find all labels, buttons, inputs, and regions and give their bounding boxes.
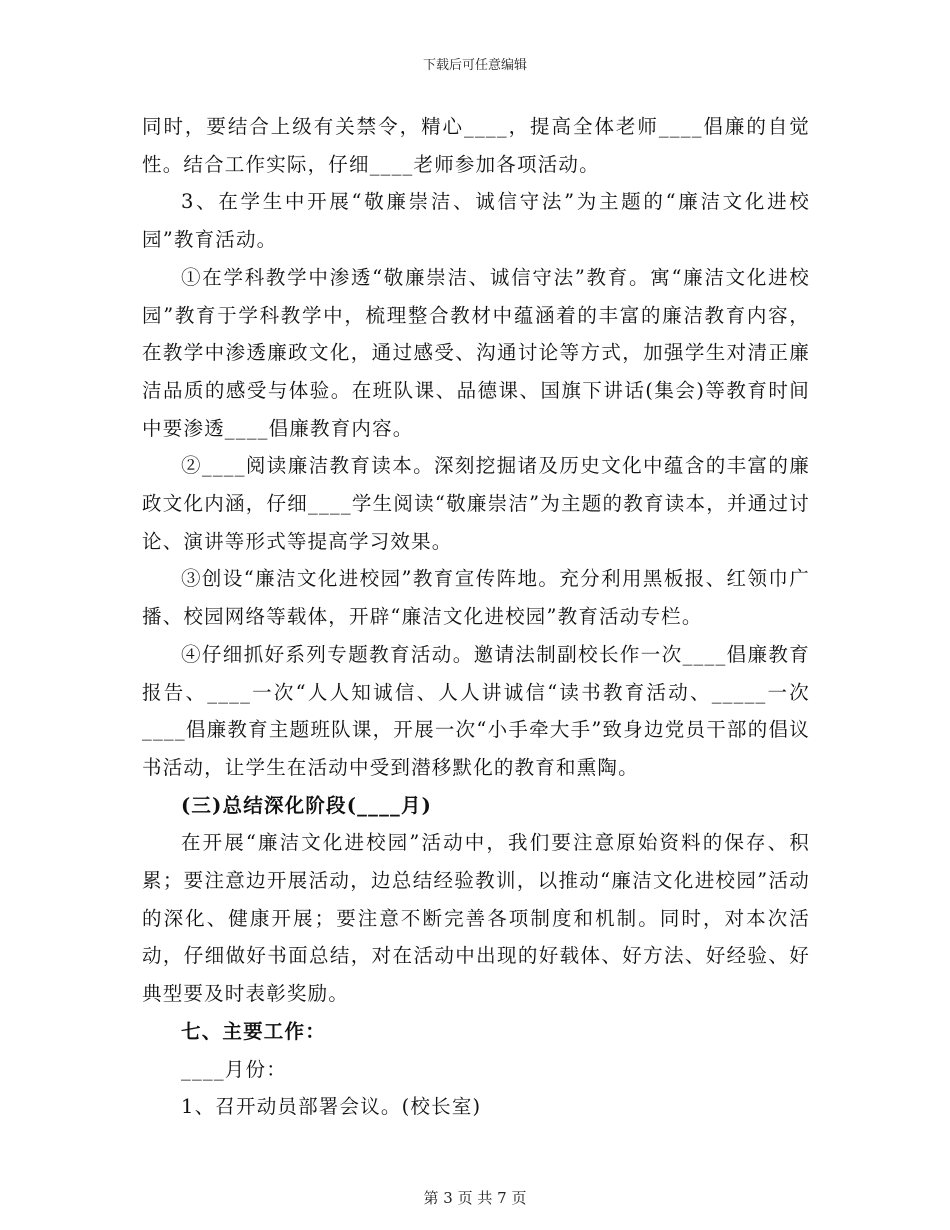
paragraph: 1、召开动员部署会议。(校长室) bbox=[181, 1095, 482, 1119]
paragraph: 3、在学生中开展“敬廉崇洁、诚信守法”为主题的“廉洁文化进校园”教育活动。 bbox=[142, 190, 810, 252]
paragraph: ①在学科教学中渗透“敬廉崇洁、诚信守法”教育。寓“廉洁文化进校园”教育于学科教学中，梳理整合教材中蕴涵着的丰富的廉洁教育内容，在教学中渗透廉政文化，通过感受、沟通讨论等方式，加强学生对清正廉洁品质的感受与体验。在班队课、品德课、国旗下讲话(集会)等教育时间中要渗透____倡廉教育内容。 bbox=[142, 265, 810, 440]
paragraph: ③创设“廉洁文化进校园”教育宣传阵地。充分利用黑板报、红领巾广播、校园网络等载体，开辟“廉洁文化进校园”教育活动专栏。 bbox=[142, 567, 810, 629]
paragraph: ____月份： bbox=[181, 1057, 287, 1081]
section-heading: 七、主要工作： bbox=[181, 1019, 326, 1043]
document-body bbox=[142, 108, 810, 1126]
paragraph: ②____阅读廉洁教育读本。深刻挖掘诸及历史文化中蕴含的丰富的廉政文化内涵，仔细____学生阅读“敬廉崇洁”为主题的教育读本，并通过讨论、演讲等形式等提高学习效果。 bbox=[142, 454, 810, 553]
page-header: 下载后可任意编辑 bbox=[422, 58, 527, 73]
page-footer: 第 3 页 共 7 页 bbox=[423, 1189, 527, 1207]
paragraph: ④仔细抓好系列专题教育活动。邀请法制副校长作一次____倡廉教育报告、____一次“人人知诚信、人人讲诚信“读书教育活动、_____一次____倡廉教育主题班队课，开展一次“小手牵大手”致身边党员干部的倡议书活动，让学生在活动中受到潜移默化的教育和熏陶。 bbox=[142, 642, 810, 779]
paragraph: 同时，要结合上级有关禁令，精心____，提高全体老师____倡廉的自觉性。结合工作实际，仔细____老师参加各项活动。 bbox=[142, 115, 810, 176]
paragraph: 在开展“廉洁文化进校园”活动中，我们要注意原始资料的保存、积累；要注意边开展活动，边总结经验教训，以推动“廉洁文化进校园”活动的深化、健康开展；要注意不断完善各项制度和机制。同时，对本次活动，仔细做好书面总结，对在活动中出现的好载体、好方法、好经验、好典型要及时表彰奖励。 bbox=[142, 831, 810, 1006]
section-heading: (三)总结深化阶段(____月) bbox=[181, 793, 433, 817]
